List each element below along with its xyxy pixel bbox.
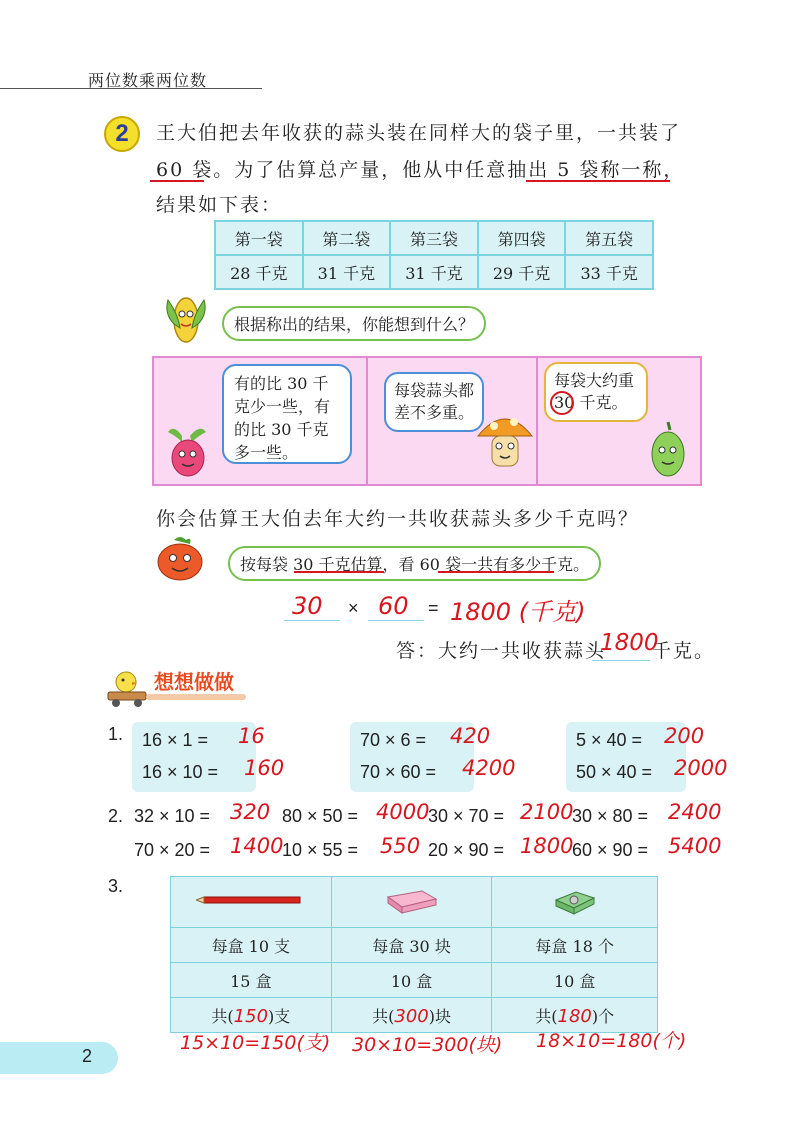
- calc-question: 30 × 80 =: [572, 806, 649, 826]
- box-count-cell: 10 盒: [492, 963, 658, 998]
- exercise-2-label: 2.: [108, 806, 124, 826]
- calc-question: 30 × 70 =: [428, 806, 505, 826]
- exercise-1-label: 1.: [108, 724, 124, 744]
- table-value-cell: 33 千克: [565, 255, 653, 289]
- table-header-cell: 第一袋: [215, 221, 303, 255]
- hint-bubble: 按每袋 30 千克估算，看 60 袋一共有多少千克。: [228, 546, 601, 581]
- per-box-cell: 每盒 30 块: [331, 928, 492, 963]
- weight-table-value-row: [215, 255, 653, 289]
- answer-prefix: 答：大约一共收获蒜头: [396, 640, 607, 662]
- pencil-icon: [196, 890, 306, 910]
- total-suffix: )支: [268, 1006, 291, 1026]
- equation-equals: =: [428, 598, 439, 618]
- box-count-cell: 10 盒: [331, 963, 492, 998]
- page-number: 2: [82, 1046, 93, 1066]
- calc-answer: 160: [244, 756, 285, 780]
- calc-answer: 2000: [674, 756, 728, 780]
- panel-divider: [536, 356, 538, 486]
- table-row: [171, 928, 658, 963]
- bubble-text-line: 差不多重。: [394, 403, 475, 422]
- table-header-cell: 第二袋: [303, 221, 391, 255]
- radish-character-icon: [160, 424, 218, 482]
- eraser-cell: [331, 877, 492, 928]
- question-bubble: 根据称出的结果，你能想到什么？: [222, 306, 486, 341]
- underline-60-bags: [150, 180, 204, 182]
- weight-table-header-row: [215, 221, 653, 255]
- blank-line: [592, 660, 650, 661]
- estimate-question: 你会估算王大伯去年大约一共收获蒜头多少千克吗？: [156, 508, 640, 530]
- handwritten-work: 15×10=150(支): [180, 1032, 331, 1054]
- calc-answer: 320: [230, 800, 271, 824]
- calc-answer: 4200: [462, 756, 516, 780]
- sharpener-cell: [492, 877, 658, 928]
- pepper-character-icon: [640, 418, 696, 480]
- calc-question: 20 × 90 =: [428, 840, 505, 860]
- mushroom-character-icon: [474, 406, 536, 482]
- calc-answer: 2400: [668, 800, 722, 824]
- calc-question: 16 × 10 =: [142, 762, 219, 782]
- calc-question: 70 × 60 =: [360, 762, 437, 782]
- calc-answer: 420: [450, 724, 491, 748]
- tomato-character-icon: [148, 532, 212, 588]
- blank-line: [284, 620, 340, 621]
- box-count-cell: 15 盒: [171, 963, 332, 998]
- calc-question: 32 × 10 =: [134, 806, 211, 826]
- answer-value: 1800: [600, 630, 659, 656]
- calc-question: 50 × 40 =: [576, 762, 653, 782]
- table-value-cell: 29 千克: [478, 255, 566, 289]
- bubble-text-line: 每袋大约重: [554, 371, 635, 390]
- problem-number-badge: 2: [104, 116, 140, 152]
- section-title: 想想做做: [154, 670, 234, 694]
- thought-bubble-1: [222, 364, 352, 464]
- calc-answer: 1400: [230, 834, 284, 858]
- equation-factor-a: 30: [292, 592, 323, 620]
- problem-line-3: 结果如下表：: [156, 194, 283, 216]
- weight-table: [214, 220, 654, 290]
- total-answer: 150: [233, 1005, 269, 1027]
- bubble-text-line: 多一些。: [234, 443, 299, 462]
- total-prefix: 共(: [372, 1006, 395, 1026]
- section-title-underline: [146, 690, 250, 704]
- total-prefix: 共(: [535, 1006, 558, 1026]
- table-row: [171, 963, 658, 998]
- calc-question: 16 × 1 =: [142, 730, 209, 750]
- handwritten-work: 18×10=180(个): [536, 1030, 687, 1052]
- table-header-cell: 第四袋: [478, 221, 566, 255]
- page-header-title: 两位数乘两位数: [88, 71, 208, 90]
- bubble-text-line: 有的比 30 千: [234, 374, 329, 393]
- table-row: [171, 877, 658, 928]
- chick-cart-icon: [104, 668, 150, 708]
- bubble-text-line: 每袋蒜头都: [394, 381, 475, 400]
- page-number-tab: [0, 1042, 118, 1074]
- answer-suffix: 千克。: [652, 640, 716, 662]
- per-box-cell: 每盒 18 个: [492, 928, 658, 963]
- table-header-cell: 第五袋: [565, 221, 653, 255]
- pencil-cell: [171, 877, 332, 928]
- underline-60-bags-total: [438, 571, 554, 573]
- sharpener-icon: [550, 882, 600, 918]
- total-cell: [331, 998, 492, 1033]
- table-value-cell: 31 千克: [303, 255, 391, 289]
- equation-factor-b: 60: [378, 592, 409, 620]
- calc-question: 80 × 50 =: [282, 806, 359, 826]
- red-circle-annotation: [550, 390, 580, 420]
- per-box-cell: 每盒 10 支: [171, 928, 332, 963]
- total-prefix: 共(: [211, 1006, 234, 1026]
- calc-answer: 16: [238, 724, 265, 748]
- corn-character-icon: [158, 284, 214, 348]
- total-suffix: )块: [428, 1006, 451, 1026]
- calc-answer: 200: [664, 724, 705, 748]
- header-rule: [0, 88, 262, 89]
- equation-times: ×: [348, 598, 359, 618]
- total-answer: 300: [394, 1005, 429, 1027]
- handwritten-work: 30×10=300(块): [352, 1034, 503, 1056]
- bubble-text-line: 30 千克。: [554, 393, 628, 412]
- calc-question: 70 × 6 =: [360, 730, 427, 750]
- calc-question: 10 × 55 =: [282, 840, 359, 860]
- eraser-icon: [382, 885, 442, 915]
- thought-bubble-2: [384, 372, 484, 432]
- blank-line: [368, 620, 424, 621]
- calc-question: 60 × 90 =: [572, 840, 649, 860]
- bubble-text-line: 克少一些，有: [234, 397, 331, 416]
- underline-30kg: [294, 571, 384, 573]
- equation-result: 1800 (千克): [450, 598, 586, 626]
- panel-divider: [366, 356, 368, 486]
- calc-answer: 2100: [520, 800, 574, 824]
- calc-question: 5 × 40 =: [576, 730, 643, 750]
- calc-answer: 550: [380, 834, 421, 858]
- problem-line-2: 60 袋。为了估算总产量，他从中任意抽出 5 袋称一称，: [156, 159, 685, 181]
- problem-line-1: 王大伯把去年收获的蒜头装在同样大的袋子里，一共装了: [156, 122, 682, 144]
- bubble-text-line: 的比 30 千克: [234, 420, 329, 439]
- exercise-3-table: [170, 876, 658, 1033]
- table-value-cell: 31 千克: [390, 255, 478, 289]
- calc-answer: 1800: [520, 834, 574, 858]
- exercise-3-label: 3.: [108, 876, 124, 896]
- calc-question: 70 × 20 =: [134, 840, 211, 860]
- underline-5-bags: [526, 180, 670, 182]
- table-value-cell: 28 千克: [215, 255, 303, 289]
- table-header-cell: 第三袋: [390, 221, 478, 255]
- total-suffix: )个: [591, 1006, 615, 1026]
- calc-answer: 4000: [376, 800, 430, 824]
- calc-answer: 5400: [668, 834, 722, 858]
- total-answer: 180: [557, 1005, 592, 1027]
